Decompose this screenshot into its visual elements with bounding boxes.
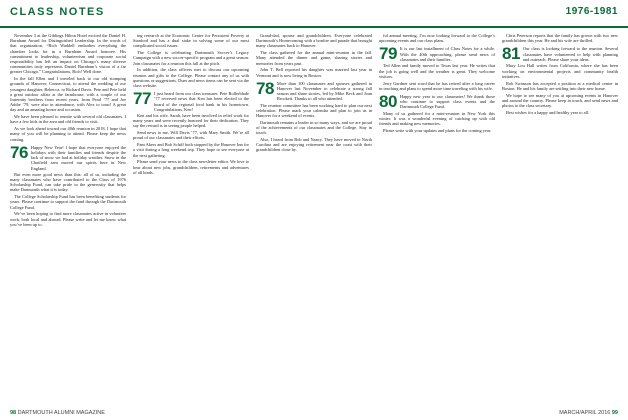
page-number-left: 98 xyxy=(10,410,17,416)
paragraph: Jerry Gardner sent word that he has retired after a long career in teaching and plans to spend more time traveling with his wife. xyxy=(379,80,495,91)
column-4 xyxy=(379,33,495,403)
class-year-intro: It is our last installment of Class Notes for a while. With the 40th approaching, please send news of classmates and their families. xyxy=(399,46,495,62)
paragraph: Send news to me, Will Davis ’77, with Mary Smith. We’re all proud of our classmates and their efforts. xyxy=(133,130,249,141)
paragraph: But even more good news than this: all of us, including the many classmates who have contributed to the Class of 1976 Scholarship Fund, can take pride in the generosity that helps make Dartmouth what it is today. xyxy=(10,171,126,193)
paragraph: The class gathered for the annual mini-reunion in the fall. Many attended the dinner and game, sharing stories and memories from years past. xyxy=(256,50,372,66)
class-years-range: 1976-1981 xyxy=(565,6,618,17)
class-year-intro: More than 100 classmates and spouses gathered in Hanover last November to celebrate a strong fall season and share stories, led by Mike Beck and Joan Brockett. Thanks to all who attended. xyxy=(276,80,372,102)
class-year-numeral: 79 xyxy=(379,44,397,64)
paragraph: Also, I heard from Bob and Nancy. They have moved to North Carolina and are enjoying retirement near the coast with their grandchildren close by. xyxy=(256,137,372,153)
footer-left xyxy=(10,410,105,416)
class-year-intro: Happy New Year! I hope that everyone enjoyed the holidays with their families and friends despite the lack of snow we had at holiday weather. Snow in the Chatfield area moved our spirits here in New England. xyxy=(30,144,126,171)
paragraph: The College is celebrating Dartmouth Soccer’s Legacy Campaign with a new soccer-specific program and a great season. Join classmates for a reunion this fall at the pitch. xyxy=(133,50,249,66)
paragraph: Chris Peterson reports that the family has grown with two new grandchildren this year. He and his wife are thrilled. xyxy=(502,33,618,44)
paragraph: Many of us gathered for a mini-reunion in New York this winter. It was a wonderful evening of catching up with old friends and making new memories. xyxy=(379,111,495,127)
paragraph: ful annual meeting. I’m now looking forward to the College’s upcoming events and our class plans. xyxy=(379,33,495,44)
class-year-entry-79 xyxy=(379,46,495,62)
section-title: CLASS NOTES xyxy=(10,6,105,18)
class-year-numeral: 81 xyxy=(502,44,520,64)
paragraph: Please write with your updates and plans for the coming year. xyxy=(383,128,492,134)
column-2 xyxy=(133,33,249,403)
paragraph: In the fall Ellen and I traveled back to our old stomping grounds of Hanover, Connecticut, to attend the wedding of our youngest daughter, Rebecca, to Richard Davis. Pete and Pete held a great outdoor affair at the farmhouse, with a couple of our fraternity brothers from recent years, from Pearl ’77 and Joe Addie ’79, were also in attendance, with Alex to toast! A great day and an amazing honor and occasion. xyxy=(10,76,126,113)
page-header xyxy=(0,0,628,28)
publication-name: DARTMOUTH ALUMNI MAGAZINE xyxy=(17,410,105,416)
column-1 xyxy=(10,33,126,403)
class-year-entry-76 xyxy=(10,142,126,171)
class-year-numeral: 76 xyxy=(10,142,28,162)
paragraph: We have been pleased to reunite with several old classmates. I have a few kids in the area and old friends to visit. xyxy=(10,114,126,125)
page-footer xyxy=(0,406,628,420)
page-number-right: 99 xyxy=(611,410,618,416)
paragraph: Ted Allen and family moved to Texas last year. He writes that the job is going well and the weather is great. They welcome visitors. xyxy=(379,63,495,79)
notes-columns xyxy=(10,33,618,403)
paragraph: We hope to see many of you at upcoming events in Hanover and around the country. Please keep in touch, and send news and photos to the class secretary. xyxy=(502,92,618,109)
class-year-entry-77 xyxy=(133,91,249,112)
paragraph: Pam Akers and Bob Schiff both stopped by the Hanover Inn for a visit during a long weekend trip. They hope to see everyone at the next gathering. xyxy=(133,142,249,158)
paragraph: Please send your news to the class newsletter editor. We love to hear about new jobs, grandchildren, retirements and adventures of all kinds. xyxy=(133,159,249,175)
class-year-entry-78 xyxy=(256,78,372,102)
column-5 xyxy=(502,33,618,403)
paragraph: Grand-dad, spouse and grandchildren. Everyone celebrated Dartmouth’s Homecoming with a bonfire and parade that brought many classmates back to Hanover. xyxy=(256,33,372,49)
paragraph: The College Scholarship Fund has been benefiting students for years. Please continue to support the fund through the Dartmouth College Fund. xyxy=(10,194,126,210)
issue-date: MARCH/APRIL 2016 xyxy=(559,410,611,416)
paragraph: We’ve been hoping to find more classmates active in volunteer work, both local and abroad. Please write and let me know what you’ve been up to. xyxy=(10,211,126,227)
paragraph: Best wishes for a happy and healthy year to all. xyxy=(506,109,590,115)
paragraph: November 3 at the Giblings Hilton Hotel excited the Daniel H. Burnham Award for Distinguished Leadership. In the words of that organization, “Rich Waddell embodies everything the chamber looks for in a Burnham Award honoree. His commitment to leadership, volunteerism and corporate social responsibility has left an impact on Chicago’s many diverse communities truly represents Daniel Burnham’s vision of a far greater Chicago.” Congratulations, Rich! Well done. xyxy=(10,33,126,75)
class-year-intro: Our class is looking forward to the reunion. Several classmates have volunteered to help with planning and outreach. Please share your ideas. xyxy=(522,46,618,62)
paragraph: The reunion committee has been working hard to plan our next celebration. Please mark your calendar and plan to join us in Hanover for a weekend of events. xyxy=(256,102,372,119)
class-year-entry-81 xyxy=(502,46,618,62)
paragraph: Rob Swanson has accepted a position at a medical center in Boston. He and his family are settling into their new home. xyxy=(502,80,618,91)
paragraph: Mary Lou Hall writes from California, where she has been working on environmental projects and community health initiatives. xyxy=(502,63,618,79)
class-year-numeral: 77 xyxy=(133,89,151,109)
class-year-intro: Happy new year to our classmates! We thank those who continue to support class events and the Dartmouth College Fund. xyxy=(399,94,495,110)
paragraph: Ken and his wife, Sarah, have been involved in relief work for many years and were recently honored for their dedication. They say the reward is in seeing people helped. xyxy=(133,113,249,129)
class-year-numeral: 80 xyxy=(379,92,397,112)
paragraph: As we look ahead toward our 40th reunion in 2018, I hope that many of you will be planning to attend. Please keep the news coming. xyxy=(10,126,126,142)
class-year-entry-80 xyxy=(379,94,495,110)
paragraph: Dartmouth remains a leader in so many ways, and we are proud of the achievements of our classmates and the College. Stay in touch. xyxy=(256,119,372,136)
footer-right xyxy=(559,410,618,416)
class-year-intro: I just heard from our class treasurer. Pete Rollerblade ’77 received news that Ken has been elected to the board of the regional food bank in his hometown. Congratulations, Ken! xyxy=(153,91,249,112)
paragraph: In addition, the class officers met to discuss our upcoming reunion and gifts to the College. Please contact any of us with questions or suggestions. Dues and news items can be sent via the class website. xyxy=(133,67,249,89)
paragraph: ing research at the Economic Center for Persistent Poverty at Stanford and has a dual stake in solving some of our most complicated social issues. xyxy=(133,33,249,49)
paragraph: John T. Bell reported his daughter was married last year in Vermont and is now living in Boston. xyxy=(256,67,372,78)
column-3 xyxy=(256,33,372,403)
class-year-numeral: 78 xyxy=(256,78,274,98)
